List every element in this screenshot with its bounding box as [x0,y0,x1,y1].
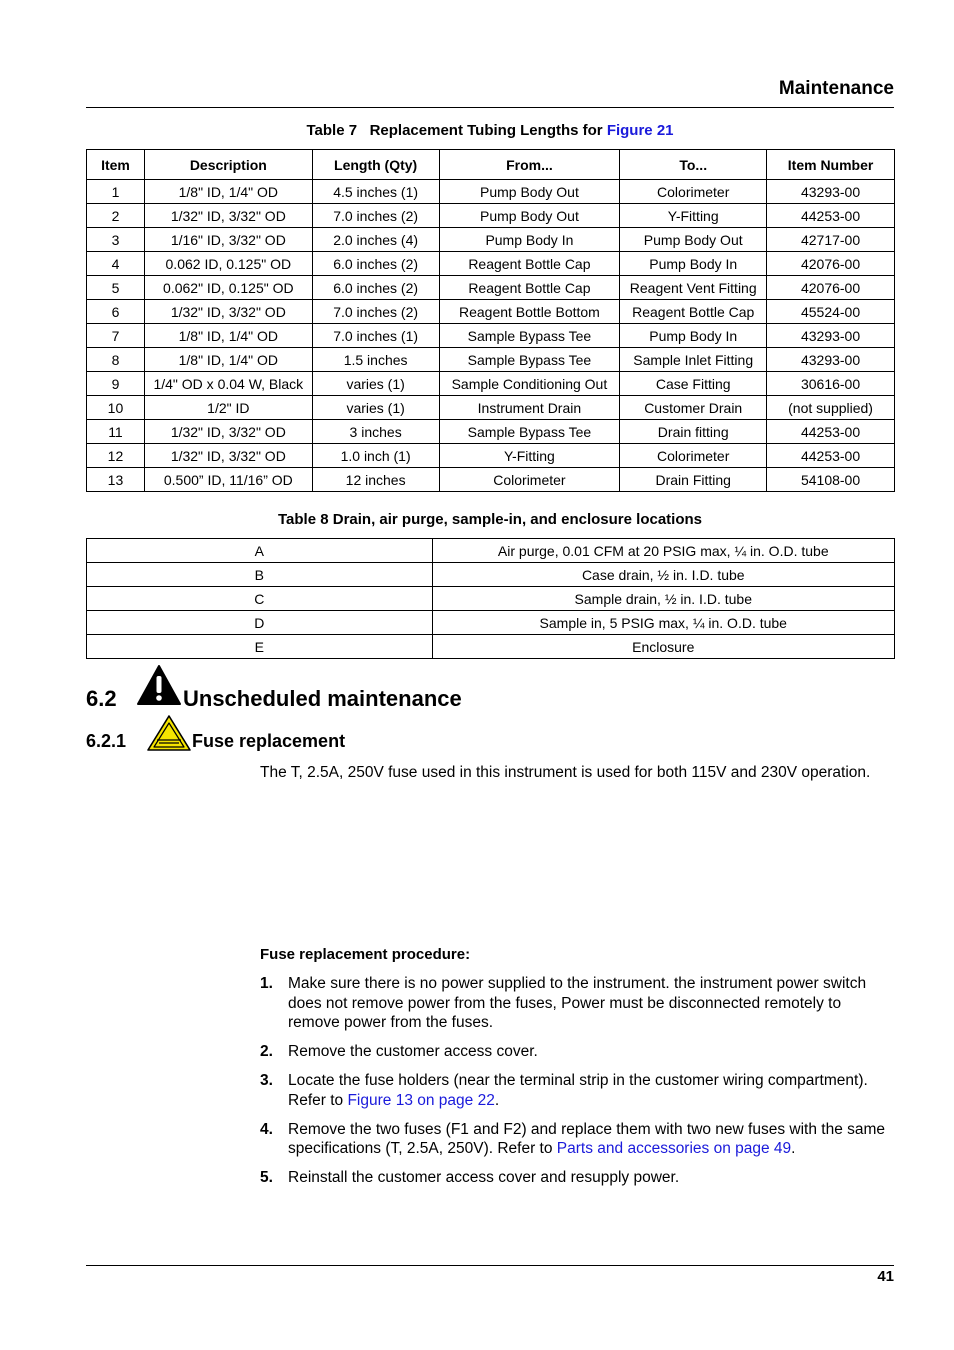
table-cell: 44253-00 [767,444,895,468]
procedure-step [260,1168,894,1188]
table-row [87,444,895,468]
electrical-hazard-icon [146,714,192,757]
table-cell: Sample Inlet Fitting [620,348,767,372]
step-text: Locate the fuse holders (near the terminal strip in the customer wiring compartment). Refer to [288,1072,868,1109]
tubing-column-header: From... [439,150,620,180]
figure-21-link[interactable]: Figure 21 [606,122,674,139]
table-cell: 7.0 inches (1) [312,324,439,348]
table-cell: 44253-00 [767,204,895,228]
table-cell: 6.0 inches (2) [312,276,439,300]
table-cell: 30616-00 [767,372,895,396]
table-cell: 43293-00 [767,324,895,348]
table-cell: Sample in, 5 PSIG max, ¼ in. O.D. tube [432,611,894,635]
table-row [87,180,895,204]
page-number: 41 [877,1268,894,1285]
table-row [87,396,895,420]
table-cell: Sample Bypass Tee [439,324,620,348]
step-number: 1. [260,975,273,992]
tubing-column-header: Item [87,150,145,180]
tubing-table-body [87,180,895,492]
table-cell: 7.0 inches (2) [312,204,439,228]
table-cell: Reagent Bottle Cap [439,252,620,276]
table-cell: 0.062" ID, 0.125" OD [144,276,312,300]
table-cell: 4.5 inches (1) [312,180,439,204]
table-cell: 1/32" ID, 3/32" OD [144,300,312,324]
table-cell: 1/16" ID, 3/32" OD [144,228,312,252]
header-section-title: Maintenance [778,78,894,99]
table-cell: 3 [87,228,145,252]
tubing-column-header: Description [144,150,312,180]
table-cell: 10 [87,396,145,420]
table-cell: 43293-00 [767,180,895,204]
table-cell: 11 [87,420,145,444]
table-row [87,348,895,372]
table-cell: varies (1) [312,372,439,396]
fuse-intro-text: The T, 2.5A, 250V fuse used in this instrument is used for both 115V and 230V operation. [260,764,871,781]
table-row [87,324,895,348]
table-cell: 9 [87,372,145,396]
step-text: Remove the two fuses (F1 and F2) and replace them with two new fuses with the same specifications (T, 2.5A, 250V). Refer to [288,1120,886,1157]
table-cell: Pump Body In [620,324,767,348]
table8-caption: Table 8 Drain, air purge, sample-in, and enclosure locations [278,511,702,528]
step-text: Reinstall the customer access cover and resupply power. [288,1169,680,1186]
warning-icon [136,664,182,712]
table-row [87,468,895,492]
table-row [87,587,895,611]
step-text-end: . [494,1091,500,1109]
tubing-table [86,149,895,492]
table-cell: 1/32" ID, 3/32" OD [144,420,312,444]
table-cell: 7.0 inches (2) [312,300,439,324]
table-cell: Reagent Bottle Bottom [439,300,620,324]
table-cell: 0.500” ID, 11/16” OD [144,468,312,492]
table-cell: Pump Body Out [439,204,620,228]
tubing-column-header: Length (Qty) [312,150,439,180]
table-cell: D [87,611,433,635]
table-cell: 1/4" OD x 0.04 W, Black [144,372,312,396]
table-cell: Drain fitting [620,420,767,444]
footer-rule [86,1265,894,1266]
table-cell: Pump Body Out [620,228,767,252]
table-row [87,635,895,659]
table-cell: Drain Fitting [620,468,767,492]
procedure-step [260,974,894,1033]
table-row [87,300,895,324]
table-cell: 13 [87,468,145,492]
table-row [87,372,895,396]
section-number: 6.2 [86,686,117,711]
step-number: 3. [260,1072,273,1089]
table-cell: Enclosure [432,635,894,659]
table-cell: B [87,563,433,587]
table-cell: 6.0 inches (2) [312,252,439,276]
table-row [87,420,895,444]
table-cell: 42076-00 [767,276,895,300]
table-cell: 54108-00 [767,468,895,492]
section-title: Unscheduled maintenance [183,686,462,711]
table-row [87,611,895,635]
table-cell: 1.5 inches [312,348,439,372]
table-row [87,252,895,276]
table-cell: 42717-00 [767,228,895,252]
table-cell: 4 [87,252,145,276]
step-number: 2. [260,1043,273,1060]
procedure-step [260,1042,894,1062]
table-cell: 1.0 inch (1) [312,444,439,468]
table-row [87,228,895,252]
subsection-number: 6.2.1 [86,731,127,751]
locations-table-body [87,539,895,659]
table-cell: Pump Body Out [439,180,620,204]
table-cell: 2.0 inches (4) [312,228,439,252]
table-cell: Y-Fitting [439,444,620,468]
table-cell: Reagent Bottle Cap [439,276,620,300]
header-rule [86,107,894,108]
table-row [87,276,895,300]
table-cell: Reagent Vent Fitting [620,276,767,300]
procedure-title: Fuse replacement procedure: [260,946,471,963]
table-cell: 0.062 ID, 0.125" OD [144,252,312,276]
table-cell: Instrument Drain [439,396,620,420]
table-cell: 12 inches [312,468,439,492]
table-row [87,539,895,563]
procedure-steps [260,974,894,1197]
cross-reference-link[interactable]: Parts and accessories on page 49 [556,1140,792,1157]
step-number: 5. [260,1169,273,1186]
table-cell: Sample drain, ½ in. I.D. tube [432,587,894,611]
table-cell: Reagent Bottle Cap [620,300,767,324]
table-cell: 1 [87,180,145,204]
table-cell: Case Fitting [620,372,767,396]
table-cell: 5 [87,276,145,300]
table-cell: 12 [87,444,145,468]
table-cell: 1/32" ID, 3/32" OD [144,204,312,228]
table-cell: Sample Bypass Tee [439,420,620,444]
table-cell: Pump Body In [439,228,620,252]
table-cell: A [87,539,433,563]
subsection-title: Fuse replacement [192,731,346,751]
table7-caption-text: Table 7 Replacement Tubing Lengths for [306,122,607,139]
step-text-end: . [791,1140,796,1157]
table-cell: 42076-00 [767,252,895,276]
table-cell: 7 [87,324,145,348]
table-cell: 1/2" ID [144,396,312,420]
cross-reference-link[interactable]: Figure 13 on page 22 [347,1091,495,1109]
step-text: Make sure there is no power supplied to the instrument. the instrument power switch does not remove power from the fuses, Power must be disconnected remotely to remove power from the fuses. [288,975,867,1031]
table-cell: 6 [87,300,145,324]
tubing-column-header: To... [620,150,767,180]
table-row [87,204,895,228]
table-cell: Colorimeter [620,180,767,204]
table-cell: 8 [87,348,145,372]
table-cell: Y-Fitting [620,204,767,228]
table-cell: 1/32" ID, 3/32" OD [144,444,312,468]
locations-table [86,538,895,659]
table-cell: Customer Drain [620,396,767,420]
table-cell: 1/8" ID, 1/4" OD [144,348,312,372]
table-cell: Colorimeter [620,444,767,468]
table-cell: 3 inches [312,420,439,444]
table-cell: (not supplied) [767,396,895,420]
table-cell: 43293-00 [767,348,895,372]
table-cell: 2 [87,204,145,228]
table-cell: C [87,587,433,611]
table7-caption [86,122,894,139]
table-cell: E [87,635,433,659]
step-number: 4. [260,1120,273,1138]
table-cell: 1/8" ID, 1/4" OD [144,180,312,204]
table-cell: 45524-00 [767,300,895,324]
tubing-table-header [87,150,895,180]
table-cell: 1/8" ID, 1/4" OD [144,324,312,348]
table-cell: Air purge, 0.01 CFM at 20 PSIG max, ¼ in. O.D. tube [432,539,894,563]
table-row [87,563,895,587]
tubing-column-header: Item Number [767,150,895,180]
table-cell: 44253-00 [767,420,895,444]
table-cell: Sample Conditioning Out [439,372,620,396]
table-cell: Colorimeter [439,468,620,492]
procedure-step [260,1120,894,1159]
table-cell: Pump Body In [620,252,767,276]
procedure-step [260,1071,894,1110]
table-cell: varies (1) [312,396,439,420]
table-cell: Sample Bypass Tee [439,348,620,372]
table-cell: Case drain, ½ in. I.D. tube [432,563,894,587]
step-text: Remove the customer access cover. [288,1043,538,1060]
